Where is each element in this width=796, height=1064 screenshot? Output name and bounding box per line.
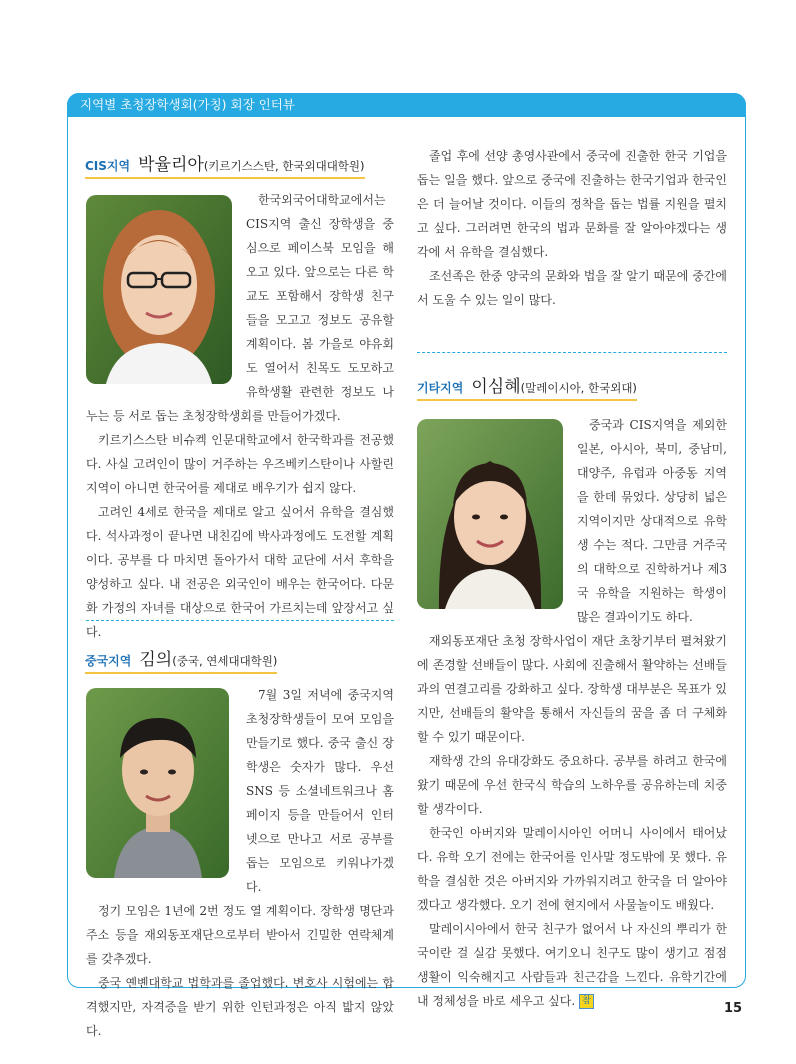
paragraph: 졸업 후에 선양 총영사관에서 중국에 진출한 한국 기업을 돕는 일을 했다. 앞으로 중국에 진출하는 한국기업과 한국인은 더 늘어날 것이다. 이들의 정착을 돕는 법률 지원을 펼치고 싶다. 그러려면 한국의 법과 문화를 잘 알아야겠다는 생각에 서 유학을 결심했다. bbox=[417, 149, 727, 259]
paragraph: 재학생 간의 유대강화도 중요하다. 공부를 하려고 한국에 왔기 때문에 우선 한국식 학습의 노하우를 공유하는데 치중할 생각이다. bbox=[417, 754, 727, 816]
interview-body-cis bbox=[86, 188, 394, 644]
paragraph: 한국외국어대학교에서는 CIS지역 출신 장학생을 중심으로 페이스북 모임을 해오고 있다. 앞으로는 다른 학교도 포함해서 장학생 친구들을 모고고 정보도 공유할 계획이다. 봄 가을로 야유회도 열어서 친목도 도모하고 유학생활 관련한 정보도 나누는 등 서로 돕는 초청장학생회를 만들어가겠다. bbox=[86, 193, 394, 423]
section-divider bbox=[417, 352, 727, 353]
interview-body-china bbox=[86, 683, 394, 1043]
interview-header-cis bbox=[85, 150, 365, 179]
interviewee-detail: (키르기스스탄, 한국외대대학원) bbox=[203, 159, 365, 173]
interviewee-detail: (중국, 연세대대학원) bbox=[172, 654, 278, 668]
paragraph-text: 말레이시아에서 한국 친구가 없어서 나 자신의 뿌리가 한국이란 걸 실감 못했다. 여기오니 친구도 많이 생기고 점점 생활이 익숙해지고 사람들과 친근감을 느낀다. 유학기간에 내 정체성을 바로 세우고 싶다. bbox=[417, 922, 727, 1008]
interviewee-name: 박율리아 bbox=[138, 155, 204, 175]
page-number: 15 bbox=[724, 1001, 743, 1016]
paragraph: 정기 모임은 1년에 2번 정도 열 계획이다. 장학생 명단과 주소 등을 재외동포재단으로부터 받아서 긴밀한 연락체계를 갖추겠다. bbox=[86, 904, 394, 966]
region-label: 중국지역 bbox=[85, 654, 132, 668]
paragraph: 중국 옌볜대학교 법학과를 졸업했다. 변호사 시험에는 합격했지만, 자격증을 받기 위한 인턴과정은 아직 밟지 않았다. bbox=[86, 976, 394, 1038]
paragraph: 키르기스스탄 비슈켁 인문대학교에서 한국학과를 전공했다. 사실 고려인이 많이 거주하는 우즈베키스탄이나 사할린지역이 아니면 한국어를 제대로 배우기가 쉽지 않다. bbox=[86, 433, 394, 495]
paragraph: 조선족은 한중 양국의 문화와 법을 잘 알기 때문에 중간에서 도울 수 있는 일이 많다. bbox=[417, 269, 727, 307]
interview-body-china-continued bbox=[417, 144, 727, 312]
paragraph: 고려인 4세로 한국을 제대로 알고 싶어서 유학을 결심했다. 석사과정이 끝나면 내친김에 박사과정에도 도전할 계획이다. 공부를 다 마치면 돌아가서 대학 교단에 서서 후학을 양성하고 싶다. 내 전공은 외국인이 배우는 한국어다. 다문화 가정의 자녀를 대상으로 한국어 가르치는데 앞장서고 싶다. bbox=[86, 505, 394, 639]
region-label: 기타지역 bbox=[417, 381, 464, 395]
end-mark-icon: 참 bbox=[579, 994, 594, 1009]
interviewee-name: 김의 bbox=[139, 650, 173, 670]
interview-header-china bbox=[85, 645, 277, 674]
interview-header-other bbox=[417, 372, 637, 401]
interviewee-detail: (말레이시아, 한국외대) bbox=[520, 381, 637, 395]
paragraph bbox=[417, 917, 727, 1013]
paragraph: 한국인 아버지와 말레이시아인 어머니 사이에서 태어났다. 유학 오기 전에는 한국어를 인사말 정도밖에 못 했다. 유학을 결심한 것은 아버지와 가까워지려고 한국을 더 알아야겠다고 생각했다. 오기 전에 현지에서 사물놀이도 배웠다. bbox=[417, 826, 727, 912]
region-label: CIS지역 bbox=[85, 159, 131, 173]
interview-body-other bbox=[417, 413, 727, 1013]
section-banner: 지역별 초청장학생회(가칭) 회장 인터뷰 bbox=[67, 93, 746, 117]
paragraph: 중국과 CIS지역을 제외한 일본, 아시아, 북미, 중남미, 대양주, 유럽과 아중동 지역을 한데 묶었다. 상당히 넓은 지역이지만 상대적으로 유학생 수는 적다. 그만큼 거주국의 대학으로 진학하거나 제3국 유학을 지원하는 학생이 많은 결과이기도 하다. bbox=[577, 418, 727, 624]
paragraph: 재외동포재단 초청 장학사업이 재단 초창기부터 펼쳐왔기에 존경할 선배들이 많다. 사회에 진출해서 활약하는 선배들과의 연결고리를 강화하고 싶다. 장학생 대부분은 목표가 있지만, 선배들의 활약을 통해서 자신들의 꿈을 좀 더 구체화할 수 있기 때문이다. bbox=[417, 634, 727, 744]
interviewee-name: 이심혜 bbox=[471, 377, 521, 397]
paragraph: 7월 3일 저녁에 중국지역 초청장학생들이 모여 모임을 만들기로 했다. 중국 출신 장학생은 숫자가 많다. 우선 SNS 등 소셜네트워크나 홈페이지 등을 만들어서 인터넷으로 만나고 서로 공부를 돕는 모임으로 키워나가겠다. bbox=[246, 688, 394, 894]
section-divider bbox=[86, 620, 394, 621]
